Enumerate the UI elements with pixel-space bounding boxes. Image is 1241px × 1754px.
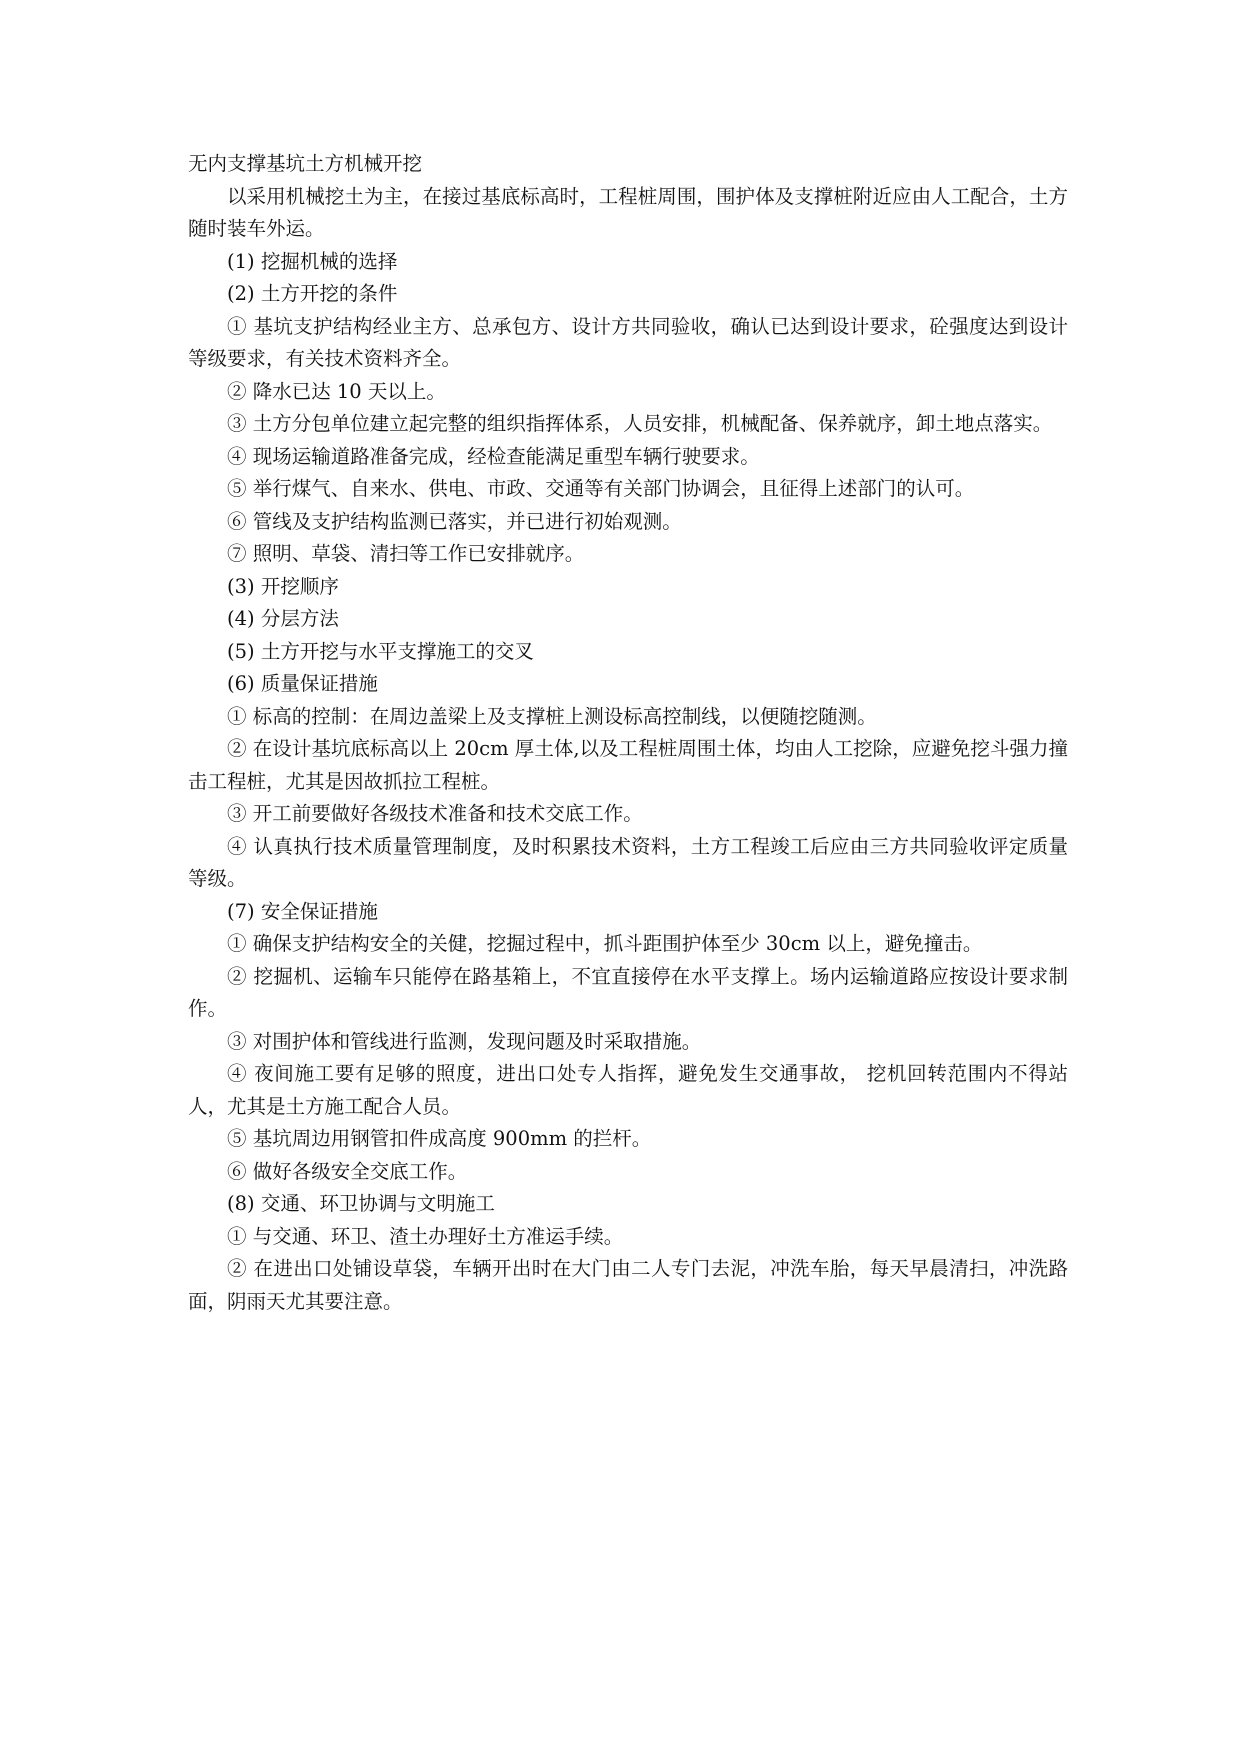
paragraph-item-2-5: ⑤ 举行煤气、自来水、供电、市政、交通等有关部门协调会，且征得上述部门的认可。 [227, 477, 975, 500]
paragraph-item-3: (3) 开挖顺序 [227, 574, 339, 598]
paragraph-item-6-1: ① 标高的控制：在周边盖梁上及支撑桩上测设标高控制线，以便随挖随测。 [227, 704, 877, 728]
document-title: 无内支撑基坑土方机械开挖 [188, 152, 423, 175]
paragraph-item-2-6: ⑥ 管线及支护结构监测已落实，并已进行初始观测。 [227, 509, 682, 533]
paragraph-item-6-2: ② 在设计基坑底标高以上 20cm 厚土体,以及工程桩周围土体，均由人工挖除，应避免挖斗强力撞击工程桩，尤其是因故抓拉工程桩。 [188, 737, 1068, 793]
paragraph-item-7: (7) 安全保证措施 [227, 899, 378, 923]
paragraph-item-7-2: ② 挖掘机、运输车只能停在路基箱上，不宜直接停在水平支撑上。场内运输道路应按设计要求制作。 [188, 964, 1068, 1020]
paragraph-item-6: (6) 质量保证措施 [227, 672, 378, 695]
paragraph-item-8-2: ② 在进出口处铺设草袋，车辆开出时在大门由二人专门去泥，冲洗车胎，每天早晨清扫，冲洗路面，阴雨天尤其要注意。 [188, 1257, 1068, 1313]
paragraph-item-7-6: ⑥ 做好各级安全交底工作。 [227, 1159, 468, 1183]
paragraph-item-7-3: ③ 对围护体和管线进行监测，发现问题及时采取措施。 [227, 1029, 702, 1053]
paragraph-item-8-1: ① 与交通、环卫、渣土办理好土方准运手续。 [227, 1224, 624, 1248]
paragraph-item-7-4: ④ 夜间施工要有足够的照度，进出口处专人指挥，避免发生交通事故， 挖机回转范围内不得站人，尤其是土方施工配合人员。 [188, 1062, 1068, 1118]
paragraph-item-6-4: ④ 认真执行技术质量管理制度，及时积累技术资料，土方工程竣工后应由三方共同验收评定质量等级。 [188, 834, 1068, 890]
paragraph-item-2-1: ① 基坑支护结构经业主方、总承包方、设计方共同验收，确认已达到设计要求，砼强度达到设计等级要求，有关技术资料齐全。 [188, 314, 1068, 370]
paragraph-item-2: (2) 土方开挖的条件 [227, 282, 398, 305]
paragraph-item-2-3: ③ 土方分包单位建立起完整的组织指挥体系，人员安排，机械配备、保养就序，卸土地点落实。 [227, 412, 1053, 435]
paragraph-item-4: (4) 分层方法 [227, 607, 339, 630]
paragraph-item-1: (1) 挖掘机械的选择 [227, 249, 398, 273]
paragraph-item-6-3: ③ 开工前要做好各级技术准备和技术交底工作。 [227, 802, 643, 825]
paragraph-item-2-7: ⑦ 照明、草袋、清扫等工作已安排就序。 [227, 542, 585, 565]
paragraph-item-2-2: ② 降水已达 10 天以上。 [227, 379, 446, 403]
paragraph-item-7-5: ⑤ 基坑周边用钢管扣件成高度 900mm 的拦杆。 [227, 1127, 652, 1150]
document-page [188, 148, 1068, 1318]
paragraph-intro: 以采用机械挖土为主，在接过基底标高时，工程桩周围，围护体及支撑桩附近应由人工配合，土方随时装车外运。 [188, 184, 1068, 240]
paragraph-item-5: (5) 土方开挖与水平支撑施工的交叉 [227, 639, 534, 663]
paragraph-item-8: (8) 交通、环卫协调与文明施工 [227, 1192, 495, 1215]
paragraph-item-7-1: ① 确保支护结构安全的关健，挖掘过程中，抓斗距围护体至少 30cm 以上，避免撞击。 [227, 932, 983, 955]
paragraph-item-2-4: ④ 现场运输道路准备完成，经检查能满足重型车辆行驶要求。 [227, 444, 760, 468]
